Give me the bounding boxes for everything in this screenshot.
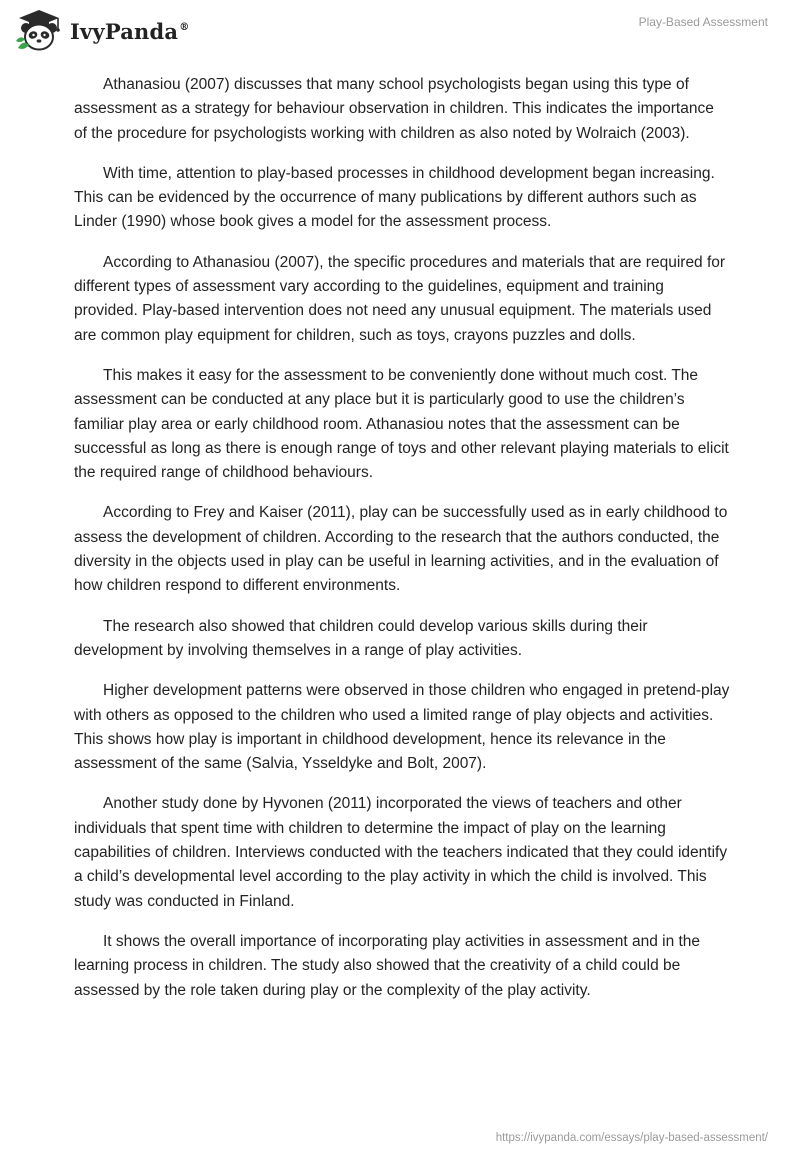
brand-name: IvyPanda® [70,18,190,44]
document-title: Play-Based Assessment [638,15,768,29]
brand-logo[interactable] [14,8,189,54]
paragraph: With time, attention to play-based processes in childhood development began increasing. This can be evidenced by the occurrence of many publications by different authors such as Linder (1990) whose book gives a model for the assessment process. [74,164,715,231]
source-url[interactable]: https://ivypanda.com/essays/play-based-assessment/ [495,1132,768,1144]
paragraph: According to Frey and Kaiser (2011), play can be successfully used as in early childhood to assess the development of children. According to the research that the authors conducted, the diversity in the objects used in play can be useful in learning activities, and in the evaluation of how children respond to different environments. [74,504,728,595]
paragraph: It shows the overall importance of incorporating play activities in assessment and in the learning process in children. The study also showed that the creativity of a child could be assessed by the role taken during play or the complexity of the play activity. [74,932,701,999]
paragraph: Higher development patterns were observed in those children who engaged in pretend-play with others as opposed to the children who used a limited range of play objects and activities. This shows how play is important in childhood development, hence its relevance in the assessment of the same (Salvia, Ysseldyke and Bolt, 2007). [74,682,730,773]
paragraph: Athanasiou (2007) discusses that many school psychologists began using this type of assessment as a strategy for behaviour observation in children. This indicates the importance of the procedure for psychologists working with children as also noted by Wolraich (2003). [74,76,714,142]
paragraph: This makes it easy for the assessment to be conveniently done without much cost. The assessment can be conducted at any place but it is particularly good to use the children’s familiar play area or early childhood room. Athanasiou notes that the assessment can be successful as long as there is enough range of toys and other relevant playing materials to elicit the required range of childhood behaviours. [74,366,729,482]
panda-graduate-icon [14,8,64,54]
page-header [0,0,800,60]
paragraph: The research also showed that children could develop various skills during their development by involving themselves in a range of play activities. [74,617,648,659]
paragraph: Another study done by Hyvonen (2011) incorporated the views of teachers and other individuals that spent time with children to determine the impact of play on the learning capabilities of children. Interviews conducted with the teachers indicated that they could identify a child’s developmental level according to the play activity in which the child is involved. This study was conducted in Finland. [74,795,728,910]
essay-body [74,73,730,1019]
paragraph: According to Athanasiou (2007), the specific procedures and materials that are required for different types of assessment vary according to the guidelines, equipment and training provided. Play-based intervention does not need any unusual equipment. The materials used are common play equipment for children, such as toys, crayons puzzles and dolls. [74,253,726,344]
